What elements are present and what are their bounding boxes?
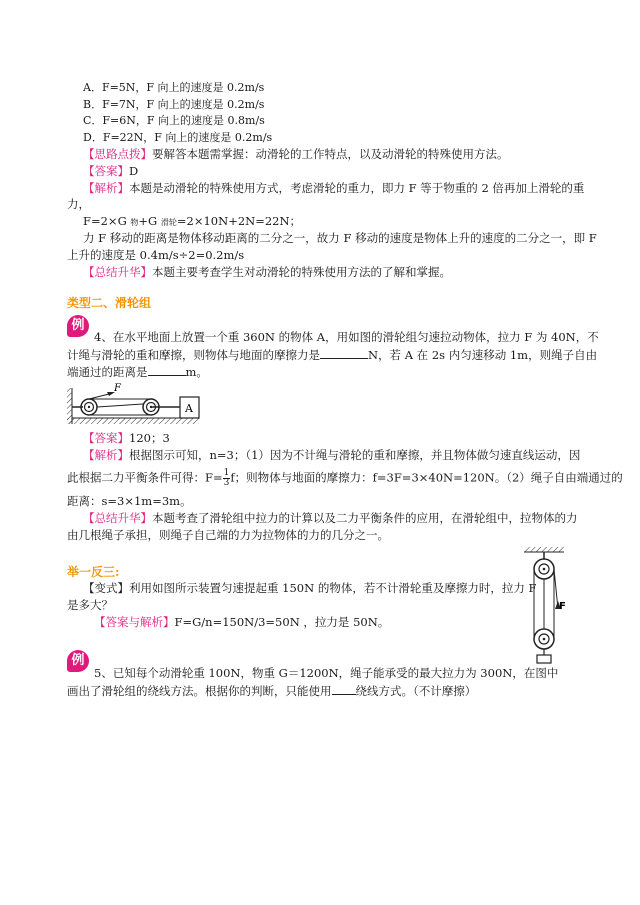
hint-text: 要解答本题需掌握：动滑轮的工作特点，以及动滑轮的特殊使用方法。	[152, 147, 509, 161]
q4-analysis-line-3: 距离：s=3×1m=3m。	[67, 494, 192, 508]
summary-tag: 【总结升华】	[83, 511, 152, 525]
practice-title: 举一反三:	[67, 565, 120, 579]
q4-text: 计绳与滑轮的重和摩擦，则物体与地面的摩擦力是	[67, 348, 320, 362]
example-badge: 例	[67, 315, 89, 337]
q4-analysis-line-2	[67, 469, 623, 488]
practice-answer-line	[94, 615, 389, 630]
q4-summary-line-1	[83, 511, 578, 526]
q4-summary-line-2: 由几根绳子承担，则绳子自己端的力为拉物体的力的几分之一。	[67, 528, 389, 542]
analysis-text: f；则物体与地面的摩擦力：f=3F=3×40N=120N。（2）绳子自由端通过的	[230, 470, 623, 485]
analysis-tag: 【解析】	[83, 181, 129, 195]
section-title: 类型二、滑轮组	[67, 296, 152, 310]
ceiling	[524, 547, 564, 552]
q4-text: m。	[185, 365, 208, 379]
answer-blank	[148, 364, 186, 376]
formula-subscript: 滑轮	[160, 218, 177, 227]
formula-part: +G	[138, 214, 161, 228]
pulley-figure-horizontal	[67, 380, 202, 426]
answer-tag: 【答案】	[83, 164, 129, 178]
summary-line	[83, 265, 451, 280]
formula-line	[83, 214, 301, 230]
answer-tag: 【答案】	[83, 431, 129, 445]
pulley-figure-vertical	[520, 545, 570, 670]
q4-answer-line	[83, 431, 170, 446]
answer-blank	[332, 683, 356, 695]
fraction-numerator: 1	[223, 468, 230, 478]
analysis-line-1	[83, 181, 584, 196]
analysis-line-4: 力 F 移动的距离是物体移动距离的二分之一，故力 F 移动的速度是物体上升的速度的二分之一，即 F	[83, 231, 597, 245]
analysis-text: 本题是动滑轮的特殊使用方式，考虑滑轮的重力，即力 F 等于物重的 2 倍再加上滑轮的重	[129, 181, 585, 195]
answer-text: 120；3	[129, 431, 170, 445]
block-a-label: A	[185, 402, 193, 415]
answer-text: D	[129, 164, 139, 178]
q4-line-2	[67, 347, 597, 363]
practice-line-1: 【变式】利用如图所示装置匀速提起重 150N 的物体，若不计滑轮重及摩擦力时，拉力 F	[83, 581, 537, 595]
hint-line	[83, 147, 509, 162]
summary-text: 本题主要考查学生对动滑轮的特殊使用方法的了解和掌握。	[152, 265, 451, 279]
q4-line-1: 4、在水平地面上放置一个重 360N 的物体 A，用如图的滑轮组匀速拉动物体，拉力 F 为 40N，不	[94, 330, 599, 344]
analysis-line-5: 上升的速度是 0.4m/s÷2=0.2m/s	[67, 248, 245, 262]
example-badge-2: 例	[67, 650, 89, 672]
formula-part: =2×10N+2N=22N；	[176, 214, 302, 228]
answer-tag: 【答案与解析】	[94, 615, 175, 629]
option-d: D．F=22N，F 向上的速度是 0.2m/s	[83, 131, 273, 144]
option-b: B．F=7N，F 向上的速度是 0.2m/s	[83, 98, 265, 111]
option-c: C．F=6N，F 向上的速度是 0.8m/s	[83, 114, 265, 127]
formula-subscript: 物	[130, 218, 139, 227]
q5-text: 绕线方式。（不计摩擦）	[355, 684, 477, 698]
analysis-text: 此根据二力平衡条件可得：F=	[67, 470, 223, 485]
ground	[67, 418, 199, 424]
force-label: F	[114, 383, 121, 394]
option-a: A．F=5N，F 向上的速度是 0.2m/s	[83, 81, 265, 94]
q4-line-3	[67, 364, 208, 380]
q5-text: 画出了滑轮组的绕线方法。根据你的判断，只能使用	[67, 684, 332, 698]
fraction-denominator: 3	[223, 478, 230, 488]
q4-analysis-line-1	[83, 448, 580, 463]
answer-line	[83, 164, 138, 179]
q5-line-2	[67, 683, 476, 699]
q4-text: N，若 A 在 2s 内匀速移动 1m，则绳子自由	[368, 348, 598, 362]
analysis-tag: 【解析】	[83, 448, 129, 462]
q4-text: 端通过的距离是	[67, 365, 148, 379]
analysis-line-2: 力，	[67, 197, 90, 211]
analysis-text: 根据图示可知，n=3；（1）因为不计绳与滑轮的重和摩擦，并且物体做匀速直线运动，因	[129, 448, 581, 462]
weight-block	[537, 655, 551, 663]
practice-line-2: 是多大？	[67, 598, 113, 612]
answer-text: F=G/n=150N/3=50N ，拉力是 50N。	[174, 615, 390, 629]
hint-tag: 【思路点拨】	[83, 147, 152, 161]
force-label: F	[559, 601, 566, 612]
summary-text: 本题考查了滑轮组中拉力的计算以及二力平衡条件的应用，在滑轮组中，拉物体的力	[152, 511, 578, 525]
answer-blank	[320, 347, 368, 359]
q5-line-1: 5、已知每个动滑轮重 100N，物重 G＝1200N，绳子能承受的最大拉力为 300N，在图中	[94, 666, 559, 680]
summary-tag: 【总结升华】	[83, 265, 152, 279]
formula-part: F=2×G	[83, 214, 131, 228]
